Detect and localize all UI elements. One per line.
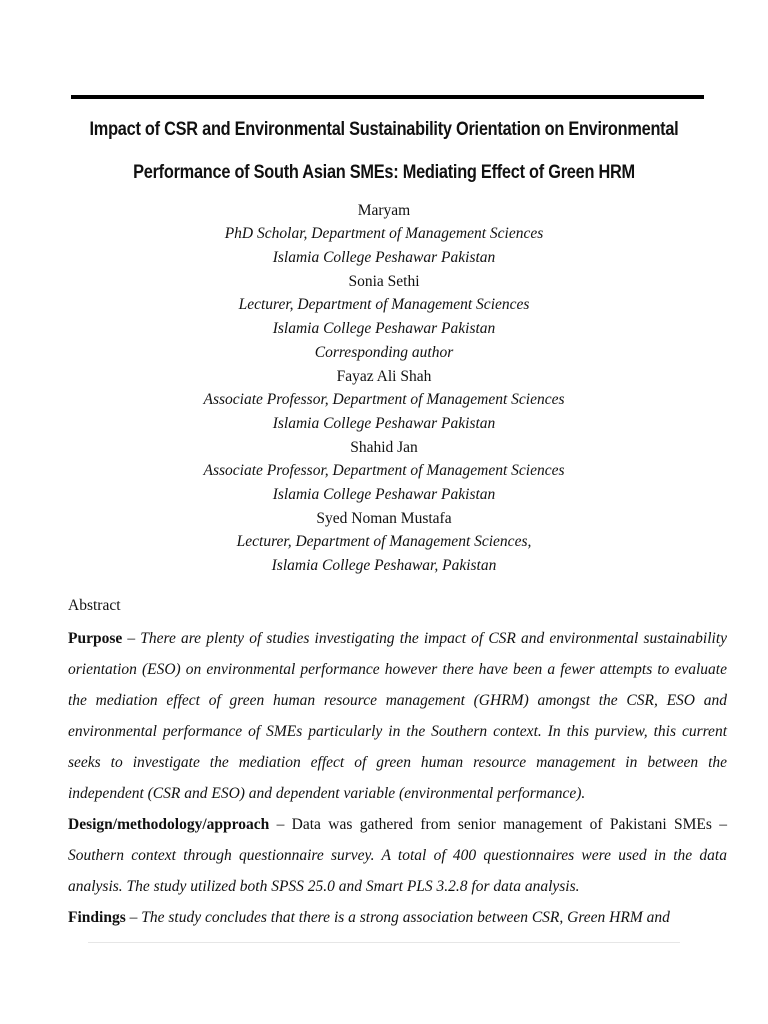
author-affiliation: Islamia College Peshawar Pakistan (272, 249, 496, 266)
author-affiliation: Islamia College Peshawar Pakistan (272, 320, 496, 337)
paper-title (88, 108, 680, 194)
title-line: Impact of CSR and Environmental Sustainability Orientation on Environmental (89, 119, 679, 140)
design-dash: – (269, 816, 292, 833)
author-block (60, 199, 708, 578)
purpose-label: Purpose (68, 630, 123, 647)
purpose-paragraph (68, 623, 727, 809)
abstract-heading: Abstract (68, 597, 121, 614)
author-affiliation: Associate Professor, Department of Management Sciences (203, 462, 565, 479)
findings-label: Findings (68, 909, 126, 926)
author-name: Syed Noman Mustafa (316, 510, 452, 527)
purpose-dash: – (122, 630, 141, 647)
author-affiliation: Islamia College Peshawar Pakistan (272, 415, 496, 432)
findings-paragraph (68, 902, 727, 933)
design-text: Southern context through questionnaire survey. A total of 400 questionnaires were used in the data analysis. The study utilized both SPSS 25.0 and Smart PLS 3.2.8 for data analysis. (68, 847, 727, 895)
author-name: Fayaz Ali Shah (336, 368, 432, 385)
author-affiliation: Islamia College Peshawar Pakistan (272, 486, 496, 503)
design-label: Design/methodology/approach (68, 816, 270, 833)
author-name: Sonia Sethi (348, 273, 420, 290)
footer-rule (88, 942, 680, 943)
title-top-rule (71, 95, 704, 99)
design-text-upright: Data was gathered from senior management of Pakistani SMEs – (291, 816, 727, 833)
author-name: Maryam (357, 202, 411, 219)
corresponding-author-note: Corresponding author (314, 344, 454, 361)
design-paragraph (68, 809, 727, 902)
author-name: Shahid Jan (350, 439, 418, 456)
findings-text: The study concludes that there is a strong association between CSR, Green HRM and (141, 909, 670, 926)
purpose-text: There are plenty of studies investigating the impact of CSR and environmental sustainability orientation (ESO) on environmental performance however there have been a fewer attempts to evaluate the mediation effect of green human resource management (GHRM) amongst the CSR, ESO and environmental performance of SMEs particularly in the Southern context. In this purview, this current seeks to investigate the mediation effect of green human resource management in between the independent (CSR and ESO) and dependent variable (environmental performance). (68, 630, 727, 802)
abstract-section (68, 594, 727, 933)
author-affiliation: Associate Professor, Department of Management Sciences (203, 391, 565, 408)
author-affiliation: Lecturer, Department of Management Sciences, (236, 533, 532, 550)
author-affiliation: PhD Scholar, Department of Management Sciences (224, 225, 544, 242)
title-line: Performance of South Asian SMEs: Mediating Effect of Green HRM (133, 162, 635, 183)
author-affiliation: Islamia College Peshawar, Pakistan (271, 557, 497, 574)
author-affiliation: Lecturer, Department of Management Sciences (238, 296, 530, 313)
findings-dash: – (125, 909, 142, 926)
